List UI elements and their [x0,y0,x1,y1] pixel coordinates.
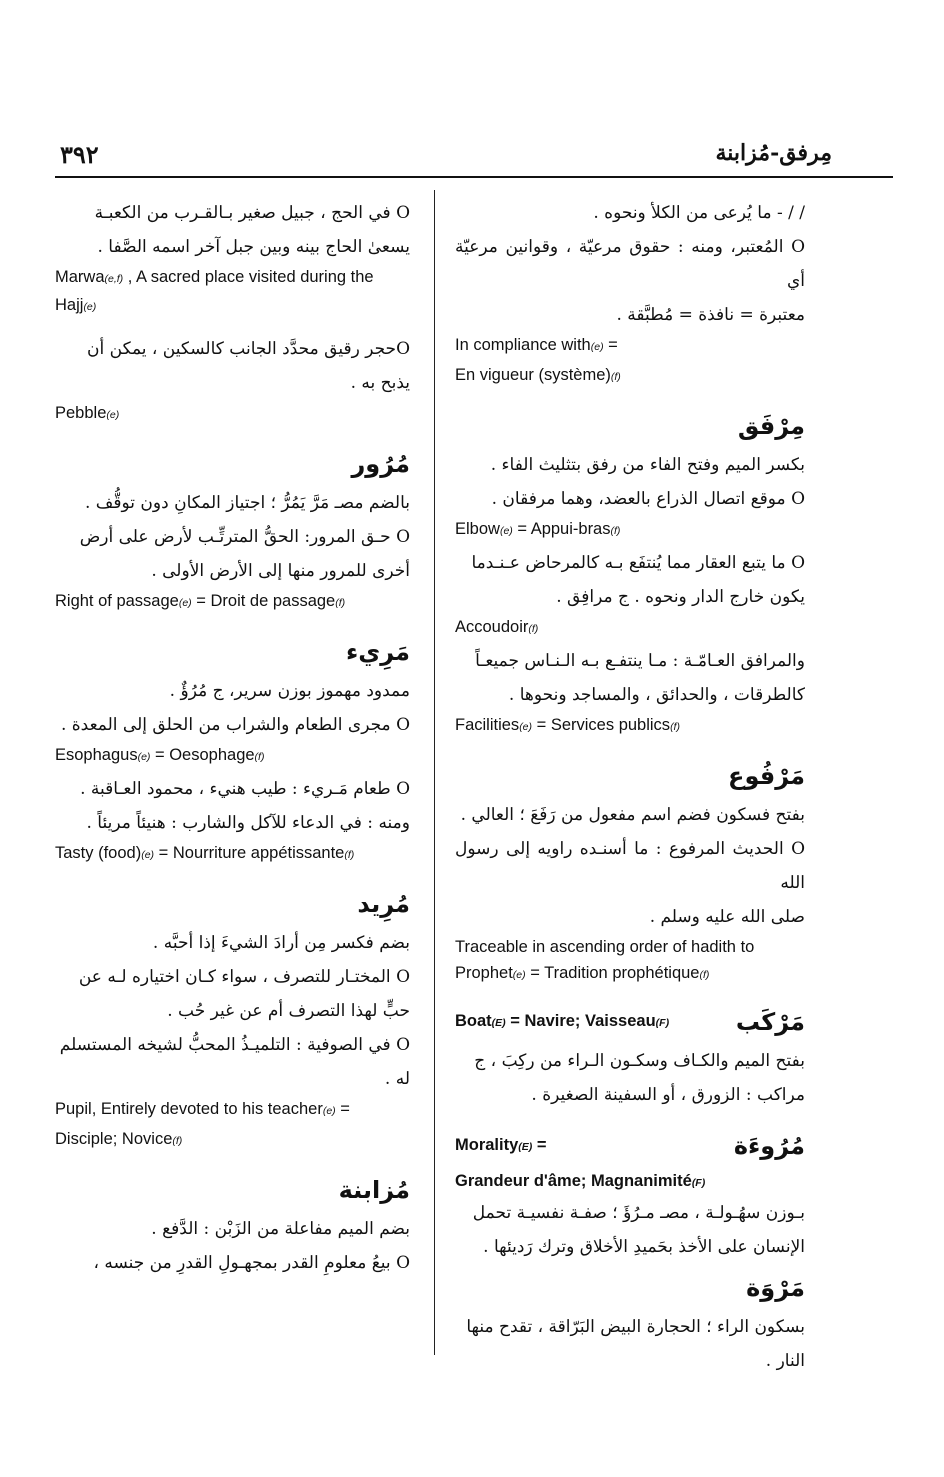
en-gloss: In compliance with(e) = [455,336,618,354]
ar-line: ومنه : في الدعاء للآكل والشارب : هنيئاً مريئاً . [86,813,410,833]
ar-line: معتبرة = نافذة = مُطبَّقة . [616,305,805,325]
ar-line: بفتح الميم والكـاف وسكـون الـراء من ركِبَ ، ج [474,1051,805,1071]
ar-line: بالضم مصـ مَرَّ يَمُرُّ ؛ اجتياز المكانِ دون توقُّف . [84,493,410,513]
ar-line: ممدود مهموز بوزن سرير، ج مُرُؤٌ . [169,681,410,701]
en-gloss: Pebble(e) [55,404,120,422]
ar-line: / / - ما يُرعى من الكلأ ونحوه . [593,203,805,223]
headword-mirfaq: مِرْفَق [737,412,805,440]
ar-line: يكون خارج الدار ونحوه . ج مرافِق . [556,587,805,607]
en-gloss: Pupil, Entirely devoted to his teacher(e) = [55,1100,350,1118]
headword-marfu: مَرْفُوع [728,762,805,790]
markab-row [455,1000,805,1044]
right-column [455,196,805,1378]
ar-line: O المختـار للتصرف ، سواء كـان اختياره لـه عن [78,967,410,987]
ar-line: يسعىٰ الحاج بينه وبين جبل آخر اسمه الصَّفا . [97,237,410,257]
fr-gloss: Disciple; Novice(f) [55,1130,183,1148]
ar-line: حبٍّ لهذا التصرف أم عن غير حُب . [167,1001,410,1021]
ar-line: بفتح فسكون فضم اسم مفعول من رَفَعَ ؛ العالي . [460,805,805,825]
ar-line: الإنسان على الأخذ بحَميدِ الأخلاق وترك رَديئها . [483,1237,805,1257]
left-column [55,196,410,1280]
ar-line: مراكب : الزورق ، أو السفينة الصغيرة . [531,1085,805,1105]
fr-gloss: En vigueur (système)(f) [455,366,621,384]
ar-line: بـوزن سهُـولـة ، مصـ مـرُؤَ ؛ صفـة نفسيـة تحمل [472,1203,805,1223]
ar-line: O حـق المرور: الحقُّ المترتِّـب لأرض على أرض [79,527,410,547]
ar-line: O الحديث المرفوع : ما أسنـده راويه إلى رسول الله [455,839,805,893]
en-gloss: Traceable in ascending order of hadith to Prophet(e) = Tradition prophétique(f) [455,938,755,982]
headword-murur: مُرُور [351,450,410,478]
ar-line: كالطرقات ، والحدائق ، والمساجد ونحوها . [508,685,805,705]
muruaa-row [455,1124,805,1168]
ar-line: يذبح به . [350,373,410,393]
en-gloss: Morality(E) = [455,1136,547,1154]
ar-line: بسكون الراء ؛ الحجارة البيض البَرّاقة ، تقدح منها [466,1317,805,1337]
en-gloss: Marwa(e,f) , A sacred place visited during the Hajj(e) [55,268,374,314]
ar-line: Oحجر رقيق محدَّد الجانب كالسكين ، يمكن أن [87,339,410,359]
header-rule [55,176,893,178]
en-gloss: Esophagus(e) = Oesophage(f) [55,746,265,764]
headword-marwa: مَرْوَة [746,1274,805,1302]
ar-line: O موقع اتصال الذراع بالعضد، وهما مرفقان . [491,489,805,509]
headword-muzabana: مُزابنة [338,1176,410,1204]
ar-line: O المُعتبر، ومنه : حقوق مرعيّة ، وقوانين مرعيّة أي [455,237,805,291]
ar-line: O مجرى الطعام والشراب من الحلق إلى المعدة . [60,715,410,735]
en-gloss: Right of passage(e) = Droit de passage(f) [55,592,346,610]
ar-line: والمرافق العـامّـة : مـا ينتفـع بـه الـنـاس جميعـاً [475,651,805,671]
page-number: ٣٩٢ [60,140,99,169]
ar-line: O ما يتبع العقار مما يُنتفَع بـه كالمرحاض عـنـدما [471,553,805,573]
ar-line: O في الحج ، جبيل صغير بـالقـرب من الكعبـة [94,203,410,223]
column-divider [434,190,435,1355]
ar-line: له . [384,1069,410,1089]
en-gloss: Elbow(e) = Appui-bras(f) [455,520,621,538]
en-gloss: Tasty (food)(e) = Nourriture appétissante(f) [55,844,355,862]
en-gloss: Boat(E) = Navire; Vaisseau(F) [455,1012,670,1030]
headword-mari: مَرِيء [345,638,410,666]
ar-line: بكسر الميم وفتح الفاء من رفق بتثليث الفاء . [490,455,805,475]
headword-muruaa: مُرُوءَة [733,1132,805,1160]
fr-gloss: Accoudoir(f) [455,618,539,636]
ar-line: O بيعُ معلومِ القدر بمجهـولِ القدرِ من جنسه ، [93,1253,410,1273]
headword-murid: مُرِيد [357,890,410,918]
running-head: مِرفق-مُزابنة [715,140,832,166]
en-gloss: Facilities(e) = Services publics(f) [455,716,680,734]
ar-line: O في الصوفية : التلميـذُ المحبُّ لشيخه المستسلم [59,1035,410,1055]
ar-line: O طعام مَـريء : طيب هنيء ، محمود العـاقبة . [80,779,410,799]
ar-line: بضم الميم مفاعلة من الزَبْن : الدَّفع . [151,1219,410,1239]
ar-line: صلى الله عليه وسلم . [649,907,805,927]
ar-line: النار . [765,1351,805,1371]
fr-gloss: Grandeur d'âme; Magnanimité(F) [455,1172,706,1190]
headword-markab: مَرْكَب [735,1008,805,1036]
ar-line: بضم فكسر مِن أرادَ الشيءَ إذا أحبَّه . [152,933,410,953]
ar-line: أخرى للمرور منها إلى الأرض الأولى . [151,561,410,581]
